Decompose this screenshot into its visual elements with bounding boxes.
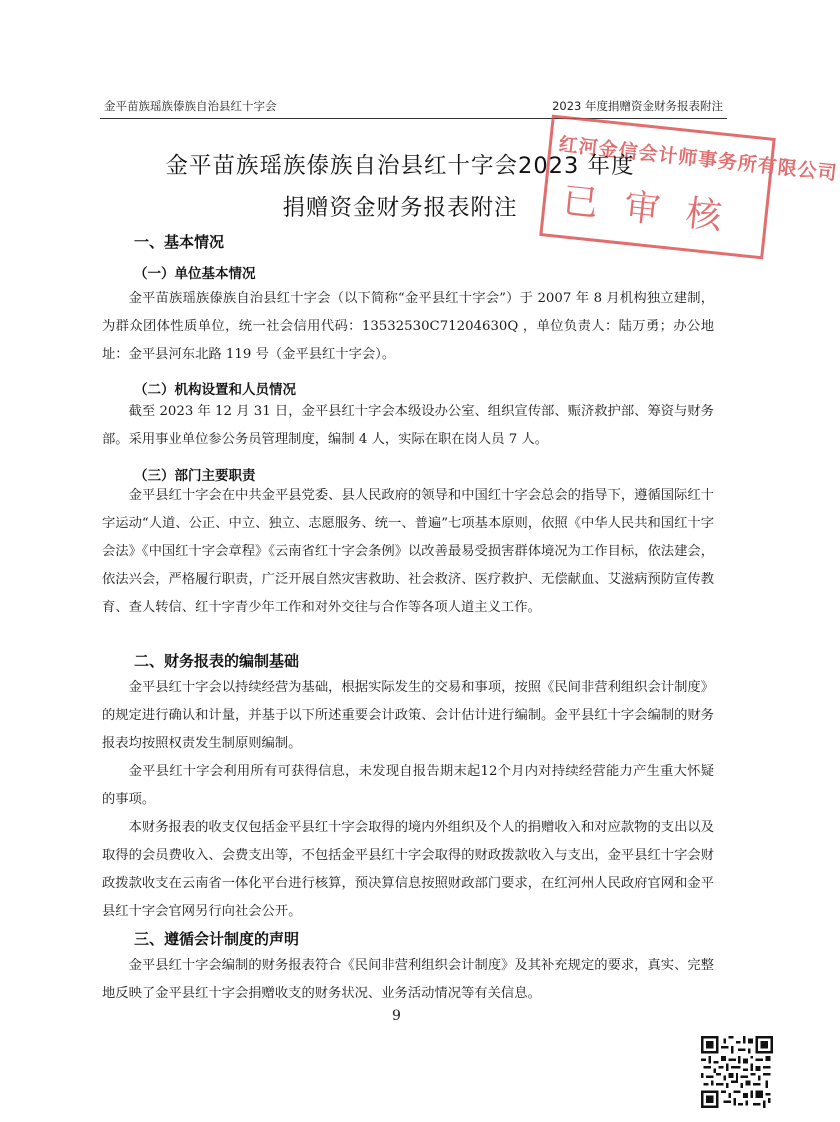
- paragraph-unit-info: 金平苗族瑶族傣族自治县红十字会（以下简称“金平县红十字会”）于 2007 年 8 月机构独立建制，为群众团体性质单位，统一社会信用代码：13532530C71204630Q ，单位负责人：陆万勇；办公地址：金平县河东北路 119 号（金平县红十字会）。: [102, 291, 714, 362]
- page-title-line2: 捐赠资金财务报表附注: [282, 195, 518, 221]
- stamp-approved-text: 已审核: [560, 180, 750, 241]
- section-heading-preparation-basis: 二、财务报表的编制基础: [134, 652, 300, 670]
- subheading-unit-info: （一）单位基本情况: [134, 266, 256, 282]
- subheading-org-staff: （二）机构设置和人员情况: [134, 382, 296, 398]
- page-number: 9: [392, 1008, 401, 1024]
- header-org-name: 金平苗族瑶族傣族自治县红十字会: [104, 99, 277, 113]
- paragraph-preparation-basis-3: 本财务报表的收支仅包括金平县红十字会取得的境内外组织及个人的捐赠收入和对应款物的支出以及取得的会员费收入、会费支出等，不包括金平县红十字会取得的财政拨款收入与支出，金平县红十字会财政拨款收支在云南省一体化平台进行核算，预决算信息按照财政部门要求，在红河州人民政府官网和金平县红十字会官网另行向社会公开。: [102, 820, 714, 919]
- audit-stamp: [539, 115, 839, 260]
- header-divider: [100, 118, 727, 119]
- paragraph-org-staff: 截至 2023 年 12 月 31 日，金平县红十字会本级设办公室、组织宣传部、赈济救护部、筹资与财务部。采用事业单位参公务员管理制度，编制 4 人，实际在职在岗人员 7 人。: [102, 404, 714, 447]
- paragraph-compliance: 金平县红十字会编制的财务报表符合《民间非营利组织会计制度》及其补充规定的要求，真实、完整地反映了金平县红十字会捐赠收支的财务状况、业务活动情况等有关信息。: [102, 958, 714, 1001]
- section-heading-compliance: 三、遵循会计制度的声明: [134, 930, 300, 948]
- subheading-main-duties: （三）部门主要职责: [134, 468, 256, 484]
- page-title-line1: 金平苗族瑶族傣族自治县红十字会2023 年度: [165, 153, 635, 179]
- header-doc-title: 2023 年度捐赠资金财务报表附注: [552, 99, 723, 113]
- stamp-firm-name: 红河金信会计师事务所有限公司: [557, 133, 839, 185]
- paragraph-preparation-basis-1: 金平县红十字会以持续经营为基础，根据实际发生的交易和事项，按照《民间非营利组织会计制度》的规定进行确认和计量，并基于以下所述重要会计政策、会计估计进行编制。金平县红十字会编制的财务报表均按照权责发生制原则编制。: [102, 680, 714, 751]
- paragraph-preparation-basis-2: 金平县红十字会利用所有可获得信息，未发现自报告期末起12个月内对持续经营能力产生重大怀疑的事项。: [102, 764, 714, 807]
- paragraph-main-duties: 金平县红十字会在中共金平县党委、县人民政府的领导和中国红十字会总会的指导下，遵循国际红十字运动“人道、公正、中立、独立、志愿服务、统一、普遍”七项基本原则，依照《中华人民共和国红十字会法》《中国红十字会章程》《云南省红十字会条例》以改善最易受损害群体境况为工作目标，依法建会，依法兴会，严格履行职责，广泛开展自然灾害救助、社会救济、医疗救护、无偿献血、艾滋病预防宣传教育、查人转信、红十字青少年工作和对外交往与合作等各项人道主义工作。: [102, 488, 714, 615]
- section-heading-basic-info: 一、基本情况: [134, 233, 225, 251]
- qr-code-icon: [701, 1036, 773, 1108]
